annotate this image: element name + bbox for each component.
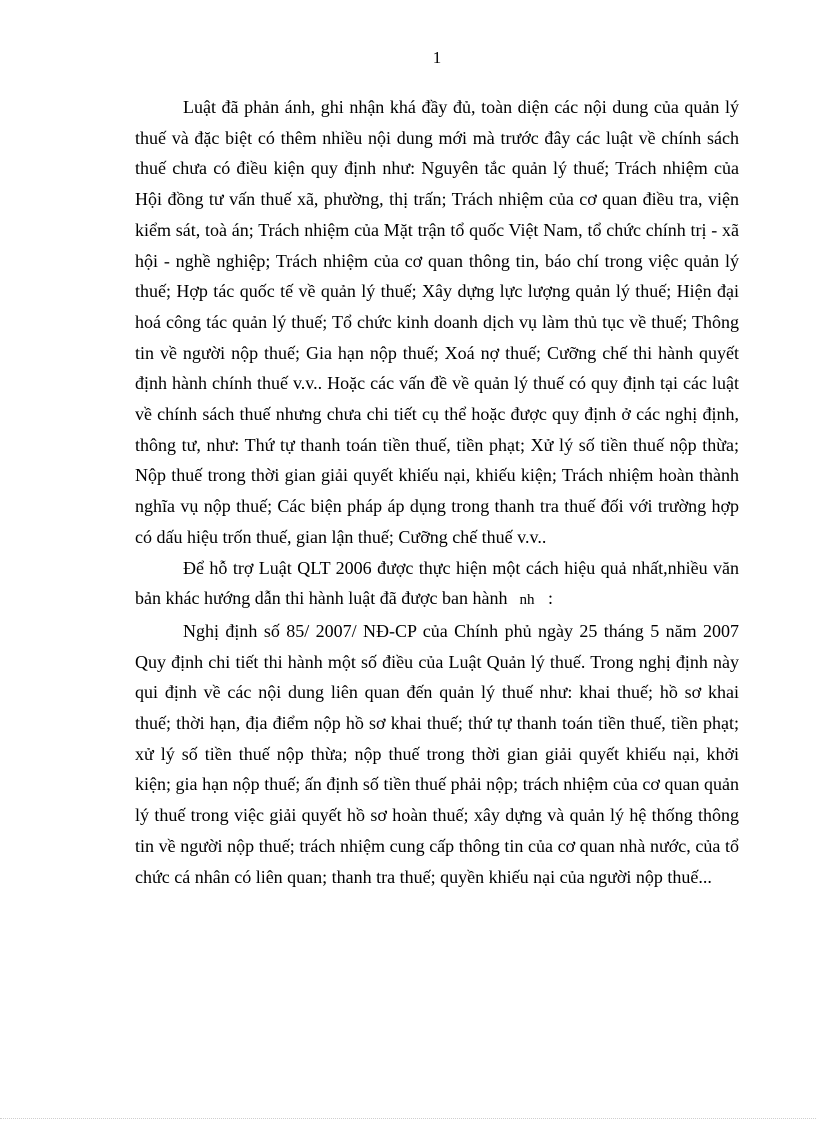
page-bottom-border [0,1118,816,1119]
paragraph-supporting-documents-text: Để hỗ trợ Luật QLT 2006 được thực hiện một cách hiệu quả nhất,nhiều văn bản khác hướng dẫn thi hành luật đã được ban hành [135,557,739,609]
paragraph-law-contents: Luật đã phản ánh, ghi nhận khá đầy đủ, toàn diện các nội dung của quản lý thuế và đặc biệt có thêm nhiều nội dung mới mà trước đây các luật về chính sách thuế chưa có điều kiện quy định như: Nguyên tắc quản lý thuế; Trách nhiệm của Hội đồng tư vấn thuế xã, phường, thị trấn; Trách nhiệm của cơ quan điều tra, viện kiểm sát, toà án; Trách nhiệm của Mặt trận tổ quốc Việt Nam, tổ chức chính trị - xã hội - nghề nghiệp; Trách nhiệm của cơ quan thông tin, báo chí trong việc quản lý thuế; Hợp tác quốc tế về quản lý thuế; Xây dựng lực lượng quản lý thuế; Hiện đại hoá công tác quản lý thuế; Tổ chức kinh doanh dịch vụ làm thủ tục về thuế; Thông tin về người nộp thuế; Gia hạn nộp thuế; Xoá nợ thuế; Cưỡng chế thi hành quyết định hành chính thuế v.v.. Hoặc các vấn đề về quản lý thuế có quy định tại các luật về chính sách thuế nhưng chưa chi tiết cụ thể hoặc được quy định ở các nghị định, thông tư, như: Thứ tự thanh toán tiền thuế, tiền phạt; Xử lý số tiền thuế nộp thừa; Nộp thuế trong thời gian giải quyết khiếu nại, khiếu kiện; Trách nhiệm hoàn thành nghĩa vụ nộp thuế; Các biện pháp áp dụng trong thanh tra thuế đối với trường hợp có dấu hiệu trốn thuế, gian lận thuế; Cưỡng chế thuế v.v.. [135,97,739,547]
page-number: 1 [432,48,442,67]
trailing-colon: : [547,588,553,609]
paragraph-decree-85: Nghị định số 85/ 2007/ NĐ-CP của Chính phủ ngày 25 tháng 5 năm 2007 Quy định chi tiết thi hành một số điều của Luật Quản lý thuế. Trong nghị định này qui định về các nội dung liên quan đến quản lý thuế như: khai thuế; hồ sơ khai thuế; thời hạn, địa điểm nộp hồ sơ khai thuế; thứ tự thanh toán tiền thuế, tiền phạt; xử lý số tiền thuế nộp thừa; nộp thuế trong thời gian giải quyết khiếu nại, khởi kiện; gia hạn nộp thuế; ấn định số tiền thuế phải nộp; trách nhiệm của cơ quan quản lý thuế trong việc giải quyết hồ sơ hoàn thuế; xây dựng và quản lý hệ thống thông tin về người nộp thuế; trách nhiệm cung cấp thông tin của cơ quan nhà nước, của tổ chức cá nhân có liên quan; thanh tra thuế; quyền khiếu nại của người nộp thuế... [135,620,739,887]
paragraph-supporting-documents [135,553,739,616]
document-body [135,92,739,892]
small-inline-text: nh [519,592,535,609]
